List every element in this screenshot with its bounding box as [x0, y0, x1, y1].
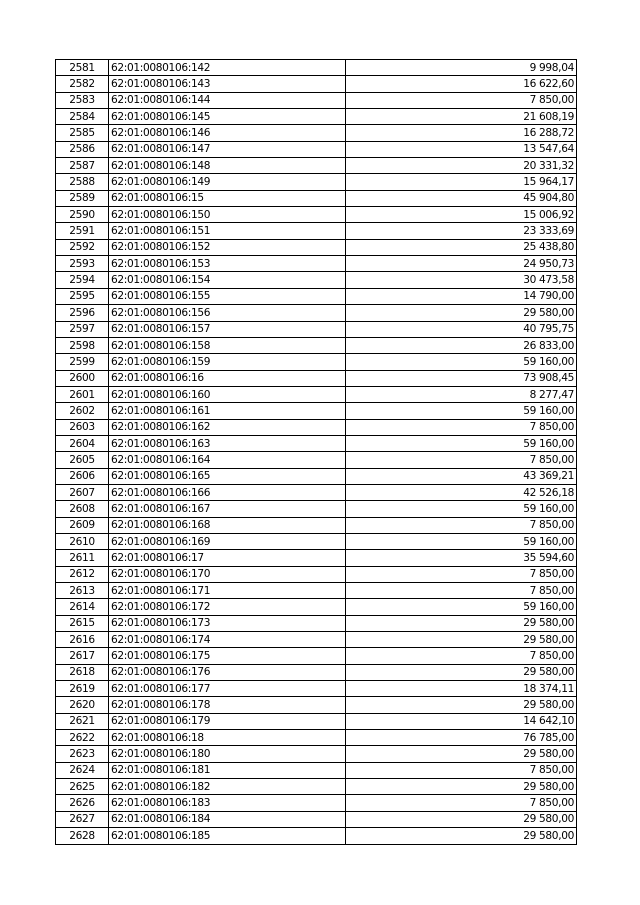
table-row [56, 223, 577, 239]
table-row [56, 174, 577, 190]
cadastral-value-cell: 8 277,47 [346, 386, 577, 402]
row-number-cell: 2615 [56, 615, 109, 631]
table-row [56, 354, 577, 370]
cadastral-value-cell: 24 950,73 [346, 256, 577, 272]
cadastral-value-cell: 7 850,00 [346, 566, 577, 582]
table-row [56, 60, 577, 76]
row-number-cell: 2598 [56, 337, 109, 353]
row-number-cell: 2599 [56, 354, 109, 370]
row-number-cell: 2595 [56, 288, 109, 304]
cadastral-value-cell: 14 642,10 [346, 713, 577, 729]
table-row [56, 370, 577, 386]
row-number-cell: 2582 [56, 76, 109, 92]
table-row [56, 125, 577, 141]
cadastral-value-cell: 59 160,00 [346, 435, 577, 451]
cadastral-value-cell: 35 594,60 [346, 550, 577, 566]
table-row [56, 288, 577, 304]
cadastral-value-cell: 29 580,00 [346, 664, 577, 680]
cadastral-value-cell: 59 160,00 [346, 403, 577, 419]
row-number-cell: 2625 [56, 779, 109, 795]
cadastral-number-cell: 62:01:0080106:168 [109, 517, 346, 533]
table-body [56, 60, 577, 845]
table-row [56, 141, 577, 157]
cadastral-value-cell: 26 833,00 [346, 337, 577, 353]
table-row [56, 730, 577, 746]
cadastral-number-cell: 62:01:0080106:167 [109, 501, 346, 517]
cadastral-number-cell: 62:01:0080106:17 [109, 550, 346, 566]
row-number-cell: 2607 [56, 484, 109, 500]
table-row [56, 746, 577, 762]
cadastral-number-cell: 62:01:0080106:166 [109, 484, 346, 500]
row-number-cell: 2590 [56, 207, 109, 223]
row-number-cell: 2584 [56, 109, 109, 125]
row-number-cell: 2613 [56, 583, 109, 599]
cadastral-value-cell: 29 580,00 [346, 779, 577, 795]
cadastral-number-cell: 62:01:0080106:16 [109, 370, 346, 386]
cadastral-value-cell: 16 622,60 [346, 76, 577, 92]
cadastral-value-cell: 29 580,00 [346, 697, 577, 713]
row-number-cell: 2619 [56, 681, 109, 697]
cadastral-value-cell: 20 331,32 [346, 158, 577, 174]
cadastral-number-cell: 62:01:0080106:171 [109, 583, 346, 599]
cadastral-value-cell: 73 908,45 [346, 370, 577, 386]
row-number-cell: 2596 [56, 305, 109, 321]
table-row [56, 762, 577, 778]
cadastral-value-cell: 43 369,21 [346, 468, 577, 484]
row-number-cell: 2585 [56, 125, 109, 141]
cadastral-number-cell: 62:01:0080106:145 [109, 109, 346, 125]
row-number-cell: 2581 [56, 60, 109, 76]
cadastral-value-cell: 29 580,00 [346, 828, 577, 844]
table-row [56, 697, 577, 713]
cadastral-number-cell: 62:01:0080106:183 [109, 795, 346, 811]
table-row [56, 583, 577, 599]
cadastral-value-cell: 7 850,00 [346, 92, 577, 108]
cadastral-number-cell: 62:01:0080106:156 [109, 305, 346, 321]
table-row [56, 713, 577, 729]
cadastral-value-cell: 14 790,00 [346, 288, 577, 304]
cadastral-number-cell: 62:01:0080106:165 [109, 468, 346, 484]
cadastral-value-table [55, 59, 577, 845]
row-number-cell: 2620 [56, 697, 109, 713]
cadastral-value-cell: 59 160,00 [346, 501, 577, 517]
row-number-cell: 2594 [56, 272, 109, 288]
cadastral-number-cell: 62:01:0080106:185 [109, 828, 346, 844]
row-number-cell: 2591 [56, 223, 109, 239]
cadastral-value-cell: 29 580,00 [346, 746, 577, 762]
row-number-cell: 2624 [56, 762, 109, 778]
cadastral-number-cell: 62:01:0080106:148 [109, 158, 346, 174]
cadastral-number-cell: 62:01:0080106:177 [109, 681, 346, 697]
row-number-cell: 2588 [56, 174, 109, 190]
cadastral-value-cell: 15 006,92 [346, 207, 577, 223]
table-row [56, 632, 577, 648]
cadastral-number-cell: 62:01:0080106:170 [109, 566, 346, 582]
table-row [56, 76, 577, 92]
cadastral-value-cell: 15 964,17 [346, 174, 577, 190]
cadastral-number-cell: 62:01:0080106:144 [109, 92, 346, 108]
table-row [56, 321, 577, 337]
cadastral-value-cell: 23 333,69 [346, 223, 577, 239]
cadastral-number-cell: 62:01:0080106:155 [109, 288, 346, 304]
cadastral-number-cell: 62:01:0080106:157 [109, 321, 346, 337]
table-row [56, 256, 577, 272]
table-row [56, 566, 577, 582]
cadastral-number-cell: 62:01:0080106:181 [109, 762, 346, 778]
cadastral-number-cell: 62:01:0080106:174 [109, 632, 346, 648]
row-number-cell: 2593 [56, 256, 109, 272]
cadastral-value-cell: 16 288,72 [346, 125, 577, 141]
cadastral-value-cell: 7 850,00 [346, 583, 577, 599]
cadastral-number-cell: 62:01:0080106:146 [109, 125, 346, 141]
table-row [56, 403, 577, 419]
cadastral-number-cell: 62:01:0080106:182 [109, 779, 346, 795]
row-number-cell: 2612 [56, 566, 109, 582]
table-row [56, 599, 577, 615]
cadastral-value-cell: 7 850,00 [346, 517, 577, 533]
row-number-cell: 2603 [56, 419, 109, 435]
cadastral-number-cell: 62:01:0080106:159 [109, 354, 346, 370]
table-row [56, 484, 577, 500]
row-number-cell: 2626 [56, 795, 109, 811]
cadastral-value-cell: 9 998,04 [346, 60, 577, 76]
row-number-cell: 2621 [56, 713, 109, 729]
table-row [56, 681, 577, 697]
row-number-cell: 2610 [56, 533, 109, 549]
cadastral-value-cell: 7 850,00 [346, 648, 577, 664]
row-number-cell: 2592 [56, 239, 109, 255]
cadastral-number-cell: 62:01:0080106:142 [109, 60, 346, 76]
cadastral-value-cell: 29 580,00 [346, 811, 577, 827]
table-row [56, 92, 577, 108]
table-row [56, 550, 577, 566]
table-row [56, 272, 577, 288]
row-number-cell: 2602 [56, 403, 109, 419]
table-row [56, 517, 577, 533]
cadastral-number-cell: 62:01:0080106:163 [109, 435, 346, 451]
cadastral-value-cell: 7 850,00 [346, 452, 577, 468]
cadastral-value-cell: 13 547,64 [346, 141, 577, 157]
cadastral-value-cell: 45 904,80 [346, 190, 577, 206]
cadastral-number-cell: 62:01:0080106:150 [109, 207, 346, 223]
row-number-cell: 2616 [56, 632, 109, 648]
cadastral-value-cell: 76 785,00 [346, 730, 577, 746]
table-row [56, 795, 577, 811]
cadastral-value-cell: 42 526,18 [346, 484, 577, 500]
row-number-cell: 2600 [56, 370, 109, 386]
row-number-cell: 2623 [56, 746, 109, 762]
cadastral-number-cell: 62:01:0080106:15 [109, 190, 346, 206]
cadastral-value-cell: 25 438,80 [346, 239, 577, 255]
table-row [56, 828, 577, 844]
cadastral-value-cell: 40 795,75 [346, 321, 577, 337]
cadastral-value-cell: 7 850,00 [346, 762, 577, 778]
table-row [56, 533, 577, 549]
table-row [56, 435, 577, 451]
cadastral-number-cell: 62:01:0080106:18 [109, 730, 346, 746]
cadastral-value-cell: 21 608,19 [346, 109, 577, 125]
cadastral-number-cell: 62:01:0080106:151 [109, 223, 346, 239]
cadastral-value-cell: 59 160,00 [346, 599, 577, 615]
row-number-cell: 2601 [56, 386, 109, 402]
cadastral-number-cell: 62:01:0080106:180 [109, 746, 346, 762]
row-number-cell: 2617 [56, 648, 109, 664]
cadastral-number-cell: 62:01:0080106:164 [109, 452, 346, 468]
table-row [56, 239, 577, 255]
cadastral-number-cell: 62:01:0080106:149 [109, 174, 346, 190]
cadastral-number-cell: 62:01:0080106:160 [109, 386, 346, 402]
cadastral-number-cell: 62:01:0080106:173 [109, 615, 346, 631]
row-number-cell: 2597 [56, 321, 109, 337]
cadastral-number-cell: 62:01:0080106:169 [109, 533, 346, 549]
table-row [56, 664, 577, 680]
cadastral-number-cell: 62:01:0080106:162 [109, 419, 346, 435]
table-row [56, 615, 577, 631]
table-row [56, 109, 577, 125]
row-number-cell: 2628 [56, 828, 109, 844]
cadastral-number-cell: 62:01:0080106:175 [109, 648, 346, 664]
row-number-cell: 2614 [56, 599, 109, 615]
table-row [56, 501, 577, 517]
table-row [56, 190, 577, 206]
cadastral-value-cell: 29 580,00 [346, 305, 577, 321]
row-number-cell: 2609 [56, 517, 109, 533]
table-row [56, 419, 577, 435]
row-number-cell: 2618 [56, 664, 109, 680]
row-number-cell: 2583 [56, 92, 109, 108]
table-row [56, 305, 577, 321]
row-number-cell: 2608 [56, 501, 109, 517]
cadastral-number-cell: 62:01:0080106:172 [109, 599, 346, 615]
table-row [56, 337, 577, 353]
cadastral-number-cell: 62:01:0080106:184 [109, 811, 346, 827]
cadastral-value-cell: 7 850,00 [346, 419, 577, 435]
row-number-cell: 2589 [56, 190, 109, 206]
table-row [56, 468, 577, 484]
table-row [56, 811, 577, 827]
cadastral-number-cell: 62:01:0080106:161 [109, 403, 346, 419]
cadastral-value-cell: 30 473,58 [346, 272, 577, 288]
cadastral-value-cell: 7 850,00 [346, 795, 577, 811]
cadastral-number-cell: 62:01:0080106:154 [109, 272, 346, 288]
cadastral-number-cell: 62:01:0080106:143 [109, 76, 346, 92]
table-row [56, 158, 577, 174]
cadastral-value-cell: 29 580,00 [346, 632, 577, 648]
row-number-cell: 2604 [56, 435, 109, 451]
cadastral-value-cell: 59 160,00 [346, 354, 577, 370]
cadastral-number-cell: 62:01:0080106:178 [109, 697, 346, 713]
cadastral-number-cell: 62:01:0080106:147 [109, 141, 346, 157]
row-number-cell: 2606 [56, 468, 109, 484]
cadastral-value-cell: 29 580,00 [346, 615, 577, 631]
table-row [56, 386, 577, 402]
cadastral-number-cell: 62:01:0080106:152 [109, 239, 346, 255]
cadastral-number-cell: 62:01:0080106:179 [109, 713, 346, 729]
table-row [56, 207, 577, 223]
cadastral-number-cell: 62:01:0080106:153 [109, 256, 346, 272]
table-row [56, 779, 577, 795]
row-number-cell: 2605 [56, 452, 109, 468]
cadastral-value-cell: 59 160,00 [346, 533, 577, 549]
cadastral-value-cell: 18 374,11 [346, 681, 577, 697]
cadastral-number-cell: 62:01:0080106:176 [109, 664, 346, 680]
table-row [56, 452, 577, 468]
cadastral-number-cell: 62:01:0080106:158 [109, 337, 346, 353]
table-row [56, 648, 577, 664]
row-number-cell: 2611 [56, 550, 109, 566]
row-number-cell: 2627 [56, 811, 109, 827]
row-number-cell: 2586 [56, 141, 109, 157]
row-number-cell: 2622 [56, 730, 109, 746]
row-number-cell: 2587 [56, 158, 109, 174]
